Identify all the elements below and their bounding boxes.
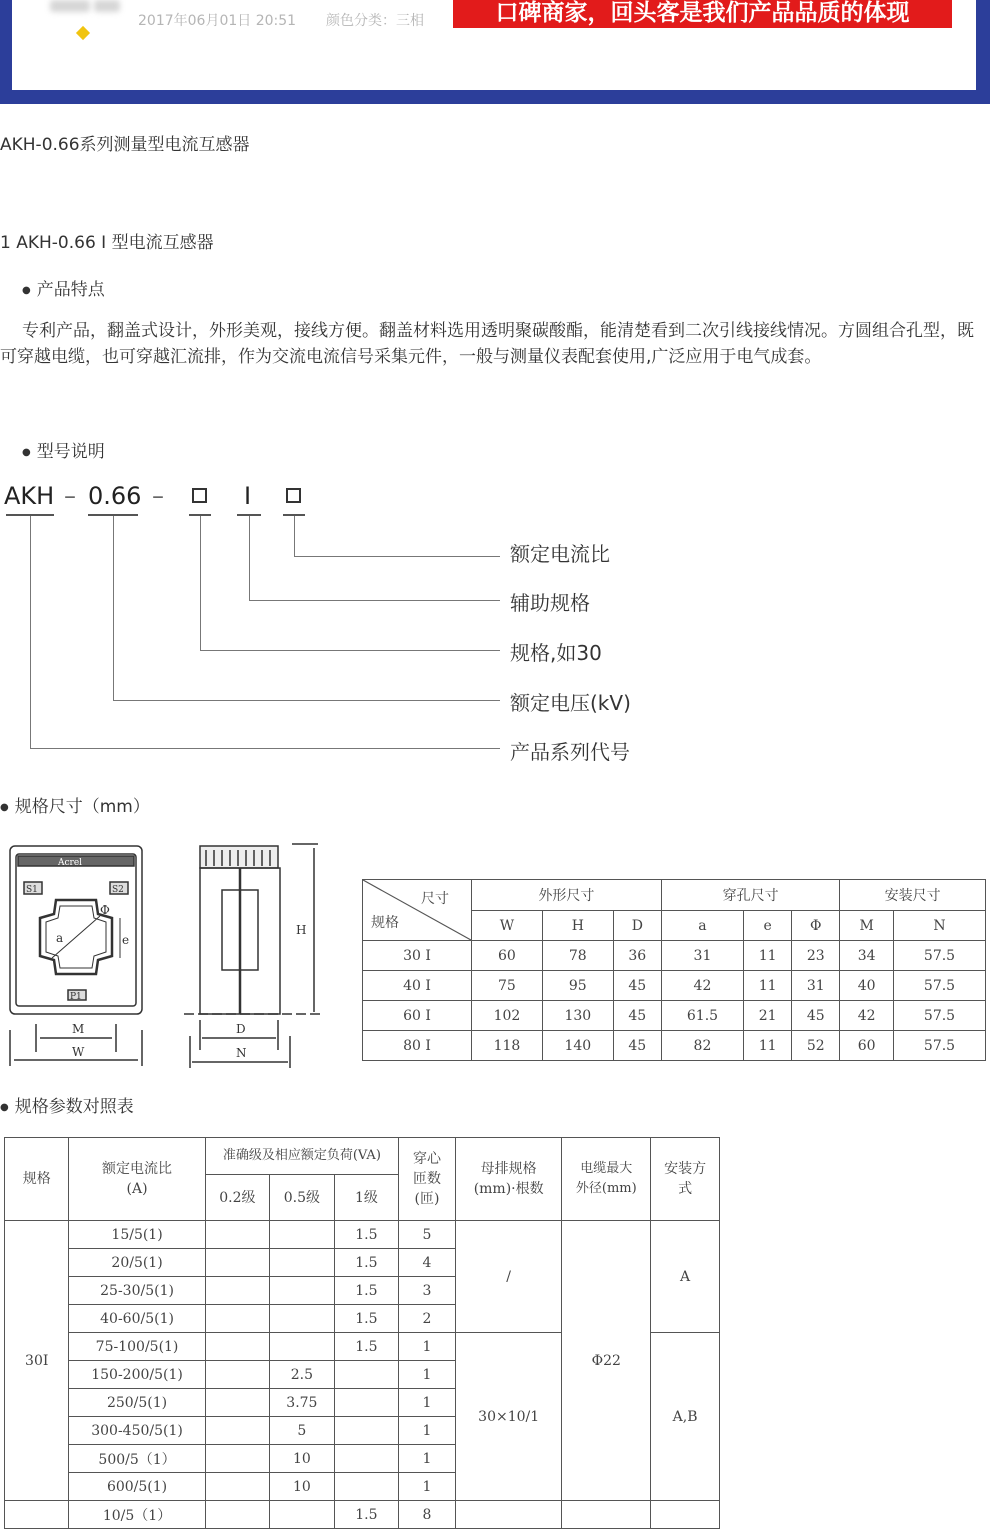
- blurred-username: [50, 0, 90, 12]
- dim-cell-value: 34: [840, 941, 894, 971]
- dim-cell-value: 42: [840, 1001, 894, 1031]
- param-cell-current: 10/5（1）: [69, 1501, 205, 1529]
- model-ratio-box: [286, 488, 301, 503]
- param-cell-turns: 8: [399, 1501, 456, 1529]
- param-cell-busbar: /: [455, 1221, 562, 1333]
- dim-corner-bottom: 规格: [371, 915, 399, 931]
- param-cell-1: [334, 1473, 398, 1501]
- param-cell-busbar: [455, 1501, 562, 1529]
- dimension-drawings: [0, 840, 340, 1070]
- param-cell-turns: 4: [399, 1249, 456, 1277]
- param-cell-spec: [5, 1501, 69, 1529]
- dims-heading: ● 规格尺寸（mm）: [0, 797, 150, 817]
- param-cell-05: [270, 1249, 335, 1277]
- param-cell-cable: [562, 1501, 651, 1529]
- params-heading: ● 规格参数对照表: [0, 1097, 134, 1117]
- dim-cell-value: 130: [542, 1001, 613, 1031]
- dim-cell-value: 11: [744, 1031, 792, 1061]
- dim-cell-value: 40: [840, 971, 894, 1001]
- param-head-install: [651, 1138, 720, 1221]
- dim-cell-value: 140: [542, 1031, 613, 1061]
- param-cell-turns: 3: [399, 1277, 456, 1305]
- params-heading-text: 规格参数对照表: [14, 1097, 134, 1117]
- dim-cell-value: 102: [472, 1001, 543, 1031]
- param-cell-current: 500/5（1）: [69, 1445, 205, 1473]
- param-cell-05: [270, 1221, 335, 1249]
- dim-cell-value: 21: [744, 1001, 792, 1031]
- dimension-table: [362, 879, 986, 1061]
- label-rated-current-ratio: 额定电流比: [510, 542, 610, 566]
- param-cell-1: 1.5: [334, 1501, 398, 1529]
- dim-cell-value: 60: [840, 1031, 894, 1061]
- param-cell-turns: 1: [399, 1361, 456, 1389]
- param-head-busbar: [455, 1138, 562, 1221]
- dim-cell-spec: 60 I: [363, 1001, 472, 1031]
- leader-voltage-v: [113, 516, 114, 700]
- param-cell-1: [334, 1361, 398, 1389]
- drawing-label-phi: Φ: [100, 903, 110, 917]
- leader-ratio-h: [294, 556, 500, 557]
- side-view-drawing: [184, 844, 322, 1068]
- param-table-row: [5, 1221, 720, 1249]
- param-cell-turns: 1: [399, 1417, 456, 1445]
- dim-cell-value: 57.5: [894, 1031, 986, 1061]
- params-table: [4, 1137, 720, 1529]
- dim-cell-value: 11: [744, 971, 792, 1001]
- dim-corner-top: 尺寸: [421, 891, 449, 907]
- model-dash-1: –: [64, 482, 76, 510]
- leader-type-h: [249, 600, 500, 601]
- dim-cell-value: 61.5: [661, 1001, 743, 1031]
- param-cell-1: 1.5: [334, 1333, 398, 1361]
- dim-cell-value: 82: [661, 1031, 743, 1061]
- label-series-code: 产品系列代号: [510, 740, 630, 764]
- features-paragraph: [0, 318, 988, 370]
- dim-col-e: e: [744, 911, 792, 941]
- param-cell-1: [334, 1417, 398, 1445]
- model-heading: ● 型号说明: [22, 437, 105, 462]
- dim-table-row: [363, 941, 986, 971]
- review-card: [12, 0, 976, 90]
- drawing-label-w: W: [72, 1045, 85, 1059]
- param-cell-02: [205, 1501, 269, 1529]
- param-cell-05: 5: [270, 1417, 335, 1445]
- param-cell-install: A: [651, 1221, 720, 1333]
- review-color-category: 颜色分类：三相: [326, 13, 424, 29]
- dim-table-row: [363, 971, 986, 1001]
- dim-group-install: 安装尺寸: [840, 880, 986, 911]
- dim-col-m: M: [840, 911, 894, 941]
- param-cell-install: [651, 1501, 720, 1529]
- param-head-02: 0.2级: [205, 1175, 269, 1221]
- param-cell-current: 25-30/5(1): [69, 1277, 205, 1305]
- dim-cell-value: 31: [792, 971, 840, 1001]
- param-cell-1: 1.5: [334, 1305, 398, 1333]
- dims-heading-text: 规格尺寸（mm）: [14, 797, 150, 817]
- param-cell-current: 15/5(1): [69, 1221, 205, 1249]
- param-head-turns: [399, 1138, 456, 1221]
- param-head-current-text: 额定电流比(A): [102, 1161, 173, 1197]
- drawing-label-a: a: [56, 931, 64, 945]
- param-cell-02: [205, 1305, 269, 1333]
- dim-cell-spec: 40 I: [363, 971, 472, 1001]
- param-cell-turns: 1: [399, 1473, 456, 1501]
- product-title: AKH-0.66系列测量型电流互感器: [0, 135, 250, 155]
- dim-col-n: N: [894, 911, 986, 941]
- dim-col-h: H: [542, 911, 613, 941]
- drawing-label-h: H: [296, 923, 307, 937]
- dim-cell-value: 31: [661, 941, 743, 971]
- dim-cell-value: 45: [613, 1001, 661, 1031]
- param-cell-current: 40-60/5(1): [69, 1305, 205, 1333]
- dim-cell-value: 57.5: [894, 971, 986, 1001]
- dim-cell-value: 36: [613, 941, 661, 971]
- param-cell-cable: Φ22: [562, 1221, 651, 1501]
- dim-cell-value: 45: [613, 971, 661, 1001]
- dim-cell-value: 118: [472, 1031, 543, 1061]
- leader-spec-h: [200, 650, 500, 651]
- dim-cell-value: 45: [792, 1001, 840, 1031]
- dim-table-row: [363, 1001, 986, 1031]
- leader-spec-v: [200, 516, 201, 650]
- param-cell-current: 150-200/5(1): [69, 1361, 205, 1389]
- param-head-busbar-text: 母排规格(mm)·根数: [473, 1161, 544, 1197]
- param-cell-1: [334, 1389, 398, 1417]
- param-head-install-text: 安装方式: [664, 1161, 707, 1197]
- label-rated-voltage: 额定电压(kV): [510, 691, 631, 715]
- dim-cell-value: 57.5: [894, 941, 986, 971]
- drawing-label-s2: S2: [112, 885, 124, 895]
- param-cell-turns: 1: [399, 1333, 456, 1361]
- param-table-row: [5, 1501, 720, 1529]
- param-cell-turns: 2: [399, 1305, 456, 1333]
- param-cell-02: [205, 1361, 269, 1389]
- dim-group-hole: 穿孔尺寸: [661, 880, 839, 911]
- param-cell-turns: 1: [399, 1389, 456, 1417]
- leader-type-v: [249, 516, 250, 600]
- drawing-label-p1: P1: [70, 992, 82, 1002]
- dim-cell-value: 42: [661, 971, 743, 1001]
- model-spec-box: [192, 488, 207, 503]
- param-cell-busbar: 30×10/1: [455, 1333, 562, 1501]
- model-code-diagram: [0, 472, 700, 772]
- model-voltage: 0.66: [88, 482, 142, 510]
- param-head-spec: 规格: [5, 1138, 69, 1221]
- drawing-label-e: e: [122, 933, 130, 947]
- label-auxiliary-spec: 辅助规格: [510, 591, 590, 615]
- dim-col-a: a: [661, 911, 743, 941]
- dim-table-body: [363, 941, 986, 1061]
- dim-cell-value: 60: [472, 941, 543, 971]
- drawing-logo: Acrel: [58, 858, 83, 868]
- review-date: 2017年06月01日 20:51: [138, 13, 297, 29]
- param-head-1: 1级: [334, 1175, 398, 1221]
- dim-cell-spec: 80 I: [363, 1031, 472, 1061]
- dim-group-outline: 外形尺寸: [472, 880, 662, 911]
- param-cell-05: [270, 1333, 335, 1361]
- param-cell-05: [270, 1501, 335, 1529]
- label-spec: 规格,如30: [510, 641, 602, 665]
- leader-voltage-h: [113, 700, 500, 701]
- params-table-body: [5, 1221, 720, 1529]
- param-cell-install: A,B: [651, 1333, 720, 1501]
- dim-corner-cell: [363, 880, 472, 941]
- dim-cell-spec: 30 I: [363, 941, 472, 971]
- dim-cell-value: 75: [472, 971, 543, 1001]
- param-cell-turns: 1: [399, 1445, 456, 1473]
- param-cell-current: 300-450/5(1): [69, 1417, 205, 1445]
- dim-cell-value: 95: [542, 971, 613, 1001]
- param-head-turns-text: 穿心匝数(匝): [413, 1151, 441, 1207]
- param-cell-02: [205, 1333, 269, 1361]
- param-cell-current: 20/5(1): [69, 1249, 205, 1277]
- model-dash-2: –: [152, 482, 164, 510]
- drawing-label-d: D: [236, 1022, 246, 1036]
- param-cell-turns: 5: [399, 1221, 456, 1249]
- dim-cell-value: 57.5: [894, 1001, 986, 1031]
- param-cell-02: [205, 1249, 269, 1277]
- param-cell-02: [205, 1277, 269, 1305]
- param-cell-05: [270, 1305, 335, 1333]
- param-cell-05: 10: [270, 1473, 335, 1501]
- vip-diamond-icon: [76, 26, 90, 40]
- drawing-label-n: N: [236, 1046, 247, 1060]
- leader-ratio-v: [294, 516, 295, 556]
- features-text: 专利产品，翻盖式设计，外形美观，接线方便。翻盖材料选用透明聚碳酸酯，能清楚看到二次引线接线情况。方圆组合孔型，既可穿越电缆，也可穿越汇流排，作为交流电流信号采集元件，一般与测量仪表配套使用,广泛应用于电气成套。: [0, 321, 974, 367]
- param-cell-02: [205, 1417, 269, 1445]
- param-cell-spec: 30I: [5, 1221, 69, 1501]
- param-head-accuracy: 准确级及相应额定负荷(VA): [205, 1138, 399, 1175]
- param-cell-current: 75-100/5(1): [69, 1333, 205, 1361]
- param-cell-02: [205, 1389, 269, 1417]
- dim-cell-value: 11: [744, 941, 792, 971]
- section-title: 1 AKH-0.66 I 型电流互感器: [0, 233, 214, 253]
- drawing-label-s1: S1: [26, 885, 38, 895]
- param-cell-current: 600/5(1): [69, 1473, 205, 1501]
- param-cell-02: [205, 1221, 269, 1249]
- param-cell-1: 1.5: [334, 1277, 398, 1305]
- promo-banner: 口碑商家，回头客是我们产品品质的体现: [453, 0, 952, 28]
- param-cell-05: [270, 1277, 335, 1305]
- features-heading: ● 产品特点: [22, 275, 105, 300]
- param-cell-current: 250/5(1): [69, 1389, 205, 1417]
- blurred-avatar: [94, 0, 120, 12]
- model-type: I: [244, 482, 252, 510]
- leader-prefix-v: [30, 516, 31, 748]
- leader-prefix-h: [30, 748, 500, 749]
- param-head-05: 0.5级: [270, 1175, 335, 1221]
- param-cell-05: 10: [270, 1445, 335, 1473]
- dim-cell-value: 52: [792, 1031, 840, 1061]
- param-cell-05: 2.5: [270, 1361, 335, 1389]
- dim-cell-value: 45: [613, 1031, 661, 1061]
- dim-col-d: D: [613, 911, 661, 941]
- param-cell-02: [205, 1473, 269, 1501]
- dim-col-w: W: [472, 911, 543, 941]
- dim-cell-value: 23: [792, 941, 840, 971]
- param-cell-05: 3.75: [270, 1389, 335, 1417]
- param-cell-1: [334, 1445, 398, 1473]
- model-prefix: AKH: [4, 482, 55, 510]
- param-cell-1: 1.5: [334, 1221, 398, 1249]
- dim-table-row: [363, 1031, 986, 1061]
- param-cell-1: 1.5: [334, 1249, 398, 1277]
- dim-cell-value: 78: [542, 941, 613, 971]
- param-head-cable: [562, 1138, 651, 1221]
- dim-col-phi: Φ: [792, 911, 840, 941]
- drawing-label-m: M: [72, 1022, 85, 1036]
- param-head-current: [69, 1138, 205, 1221]
- param-head-cable-text: 电缆最大外径(mm): [575, 1161, 637, 1196]
- param-cell-02: [205, 1445, 269, 1473]
